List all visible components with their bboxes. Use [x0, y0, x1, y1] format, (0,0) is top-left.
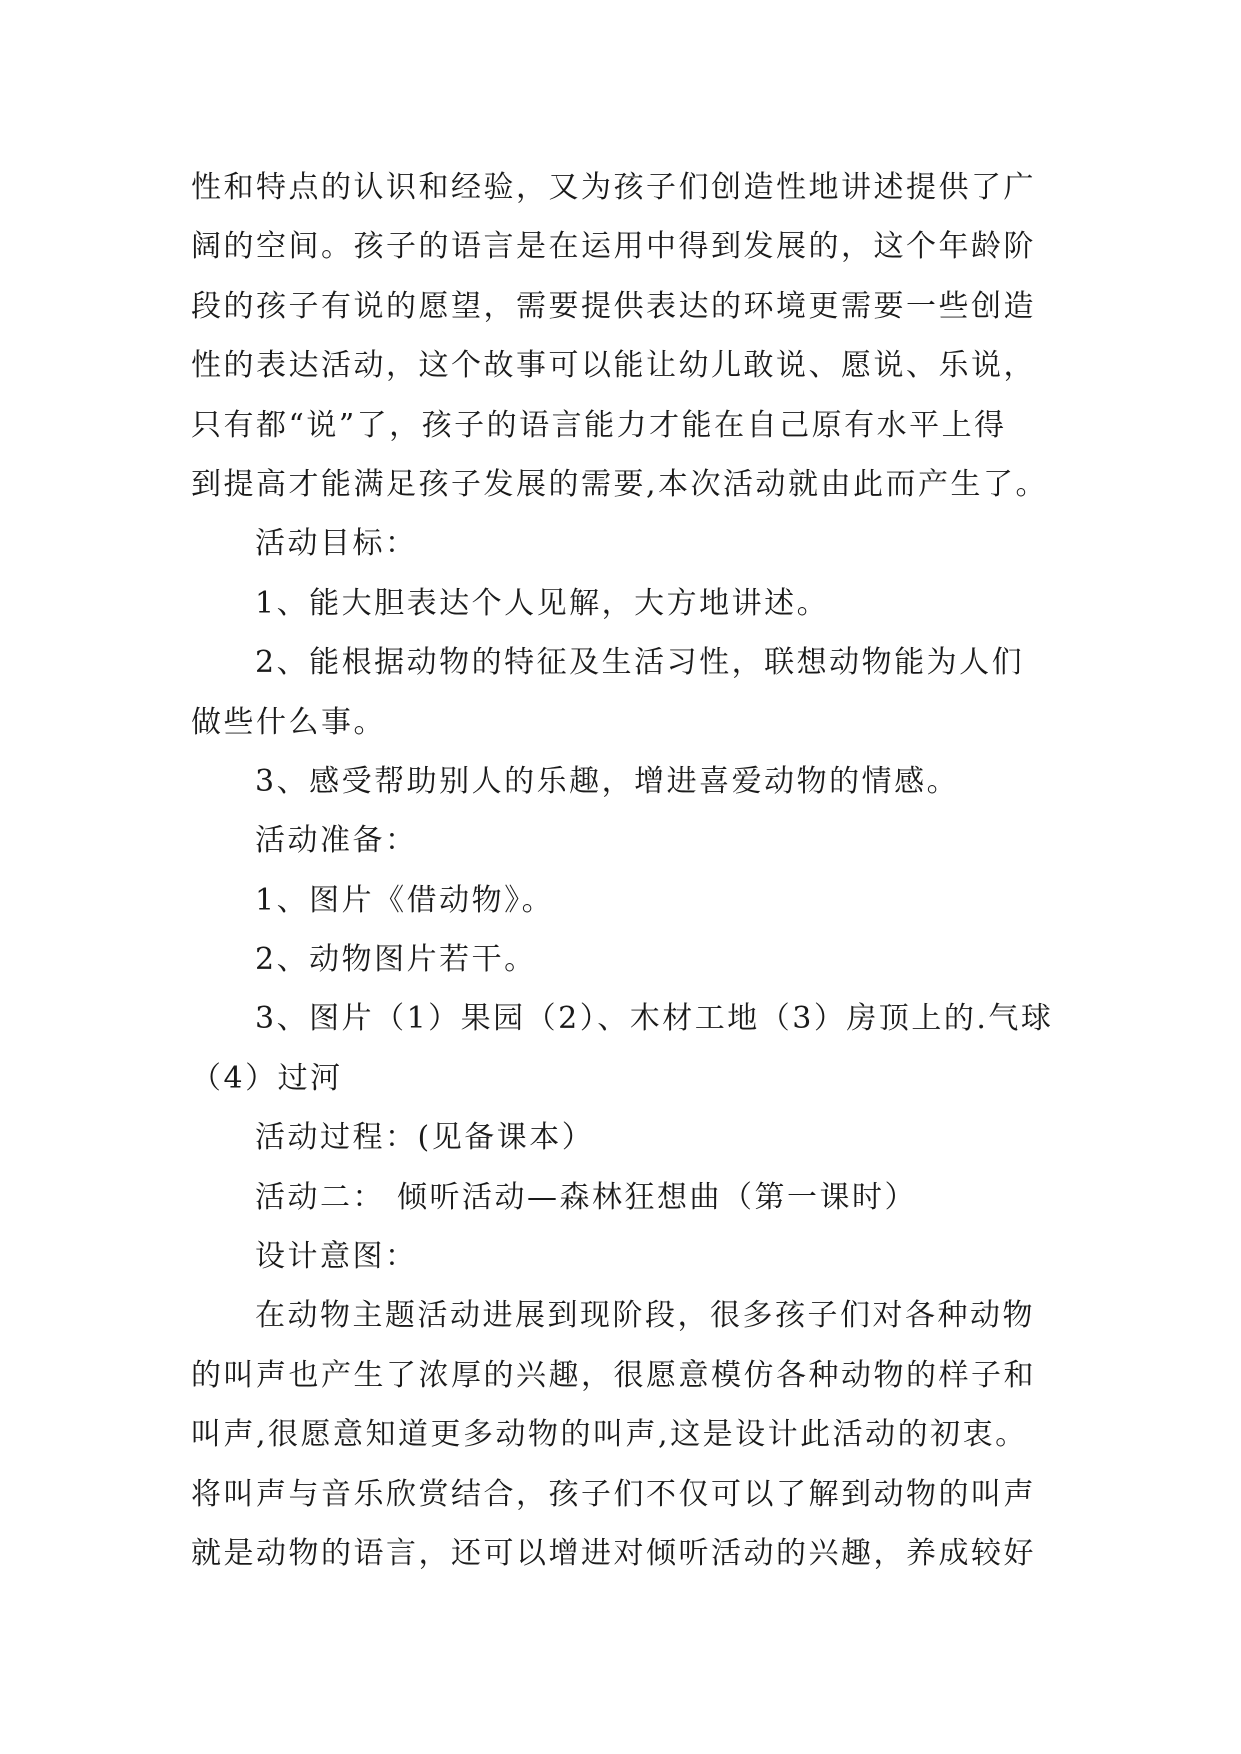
- section-heading-process: 活动过程：(见备课本）: [255, 1120, 595, 1156]
- section-heading-design-intent: 设计意图：: [255, 1239, 418, 1275]
- section-heading-activity-two: 活动二： 倾听活动—森林狂想曲（第一课时）: [255, 1179, 918, 1215]
- list-item: 2、能根据动物的特征及生活习性，联想动物能为人们: [255, 645, 1025, 681]
- list-item: 2、动物图片若干。: [255, 942, 537, 978]
- list-item: 1、图片《借动物》。: [255, 882, 555, 918]
- body-line: 只有都“说”了，孩子的语言能力才能在自己原有水平上得: [191, 407, 1007, 443]
- list-item: 1、能大胆表达个人见解，大方地讲述。: [255, 585, 830, 621]
- list-item: 3、图片（1）果园（2）、木材工地（3）房顶上的.气球: [255, 1001, 1054, 1037]
- body-line: 到提高才能满足孩子发展的需要,本次活动就由此而产生了。: [191, 466, 1049, 502]
- section-heading-preparation: 活动准备：: [255, 823, 418, 859]
- body-line: （4）过河: [191, 1060, 343, 1096]
- body-line: 叫声,很愿意知道更多动物的叫声,这是设计此活动的初衷。: [191, 1417, 1028, 1453]
- body-line: 性和特点的认识和经验，又为孩子们创造性地讲述提供了广: [191, 170, 1036, 205]
- document-body: [191, 158, 1061, 1583]
- body-line: 性的表达活动，这个故事可以能让幼儿敢说、愿说、乐说，: [191, 348, 1036, 384]
- body-line: 的叫声也产生了浓厚的兴趣，很愿意模仿各种动物的样子和: [191, 1357, 1036, 1393]
- body-line: 段的孩子有说的愿望，需要提供表达的环境更需要一些创造: [191, 288, 1036, 324]
- body-line: 将叫声与音乐欣赏结合，孩子们不仅可以了解到动物的叫声: [191, 1476, 1036, 1512]
- body-line: 做些什么事。: [191, 704, 386, 740]
- paragraph-line: 在动物主题活动进展到现阶段，很多孩子们对各种动物: [255, 1298, 1035, 1334]
- body-line: 就是动物的语言，还可以增进对倾听活动的兴趣，养成较好: [191, 1535, 1036, 1571]
- section-heading-goals: 活动目标：: [255, 526, 418, 562]
- list-item: 3、感受帮助别人的乐趣，增进喜爱动物的情感。: [255, 763, 960, 799]
- body-line: 阔的空间。孩子的语言是在运用中得到发展的，这个年龄阶: [191, 229, 1036, 265]
